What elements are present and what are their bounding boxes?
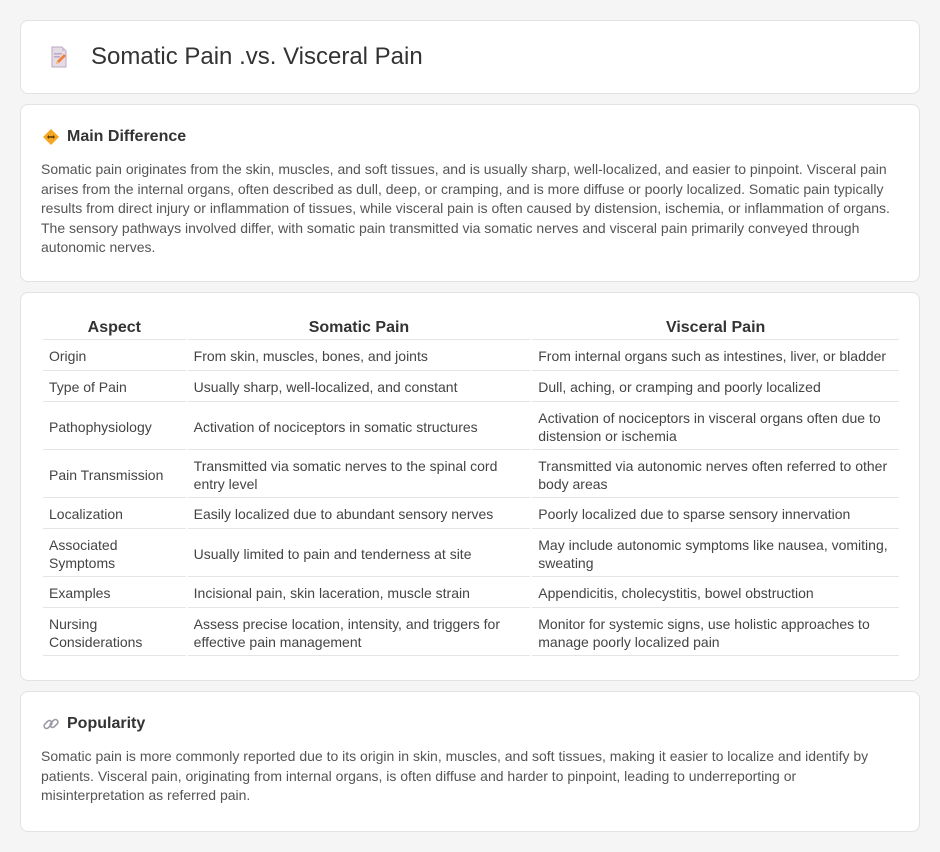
row-visceral: Poorly localized due to sparse sensory innervation [532, 500, 899, 529]
comparison-card [20, 292, 920, 681]
main-difference-card [20, 104, 920, 282]
table-row [43, 404, 899, 450]
row-aspect: Origin [43, 342, 186, 371]
diamond-arrows-icon [42, 128, 60, 146]
header-aspect: Aspect [43, 316, 186, 340]
row-visceral: May include autonomic symptoms like nausea, vomiting, sweating [532, 531, 899, 577]
row-somatic: Incisional pain, skin laceration, muscle strain [188, 579, 531, 608]
table-row [43, 373, 899, 402]
row-visceral: Activation of nociceptors in visceral organs often due to distension or ischemia [532, 404, 899, 450]
row-visceral: Monitor for systemic signs, use holistic approaches to manage poorly localized pain [532, 610, 899, 656]
row-somatic: Usually limited to pain and tenderness at site [188, 531, 531, 577]
row-aspect: Associated Symptoms [43, 531, 186, 577]
row-somatic: From skin, muscles, bones, and joints [188, 342, 531, 371]
popularity-card [20, 691, 920, 832]
popularity-title: Popularity [67, 715, 146, 732]
table-row [43, 579, 899, 608]
table-row [43, 342, 899, 371]
row-somatic: Assess precise location, intensity, and triggers for effective pain management [188, 610, 531, 656]
row-aspect: Nursing Considerations [43, 610, 186, 656]
row-somatic: Transmitted via somatic nerves to the spinal cord entry level [188, 452, 531, 498]
document-edit-icon [47, 45, 71, 69]
row-somatic: Easily localized due to abundant sensory nerves [188, 500, 531, 529]
row-aspect: Pathophysiology [43, 404, 186, 450]
row-aspect: Examples [43, 579, 186, 608]
link-icon [42, 715, 60, 733]
table-row [43, 452, 899, 498]
main-difference-text: Somatic pain originates from the skin, muscles, and soft tissues, and is usually sharp, well-localized, and easier to pinpoint. Visceral pain arises from the internal organs, often described as dull, deep, or cramping, and is more diffuse or poorly localized. Somatic pain typically results from direct injury or inflammation of tissues, while visceral pain is often caused by distension, ischemia, or inflammation of organs. The sensory pathways involved differ, with somatic pain transmitted via somatic nerves and visceral pain primarily conveyed through autonomic nerves. [41, 161, 890, 256]
row-visceral: From internal organs such as intestines, liver, or bladder [532, 342, 899, 371]
row-visceral: Transmitted via autonomic nerves often referred to other body areas [532, 452, 899, 498]
row-aspect: Pain Transmission [43, 452, 186, 498]
header-visceral: Visceral Pain [532, 316, 899, 340]
row-visceral: Dull, aching, or cramping and poorly localized [532, 373, 899, 402]
row-somatic: Usually sharp, well-localized, and constant [188, 373, 531, 402]
row-aspect: Localization [43, 500, 186, 529]
table-row [43, 531, 899, 577]
page-title: Somatic Pain .vs. Visceral Pain [91, 43, 423, 70]
header-card [20, 20, 920, 94]
row-visceral: Appendicitis, cholecystitis, bowel obstruction [532, 579, 899, 608]
main-difference-title: Main Difference [67, 128, 187, 145]
table-row [43, 610, 899, 656]
row-somatic: Activation of nociceptors in somatic structures [188, 404, 531, 450]
row-aspect: Type of Pain [43, 373, 186, 402]
popularity-text: Somatic pain is more commonly reported due to its origin in skin, muscles, and soft tissues, making it easier to localize and identify by patients. Visceral pain, originating from internal organs, is often diffuse and harder to pinpoint, leading to underreporting or misinterpretation as referred pain. [41, 748, 869, 804]
table-row [43, 500, 899, 529]
comparison-table [41, 314, 901, 658]
header-somatic: Somatic Pain [188, 316, 531, 340]
